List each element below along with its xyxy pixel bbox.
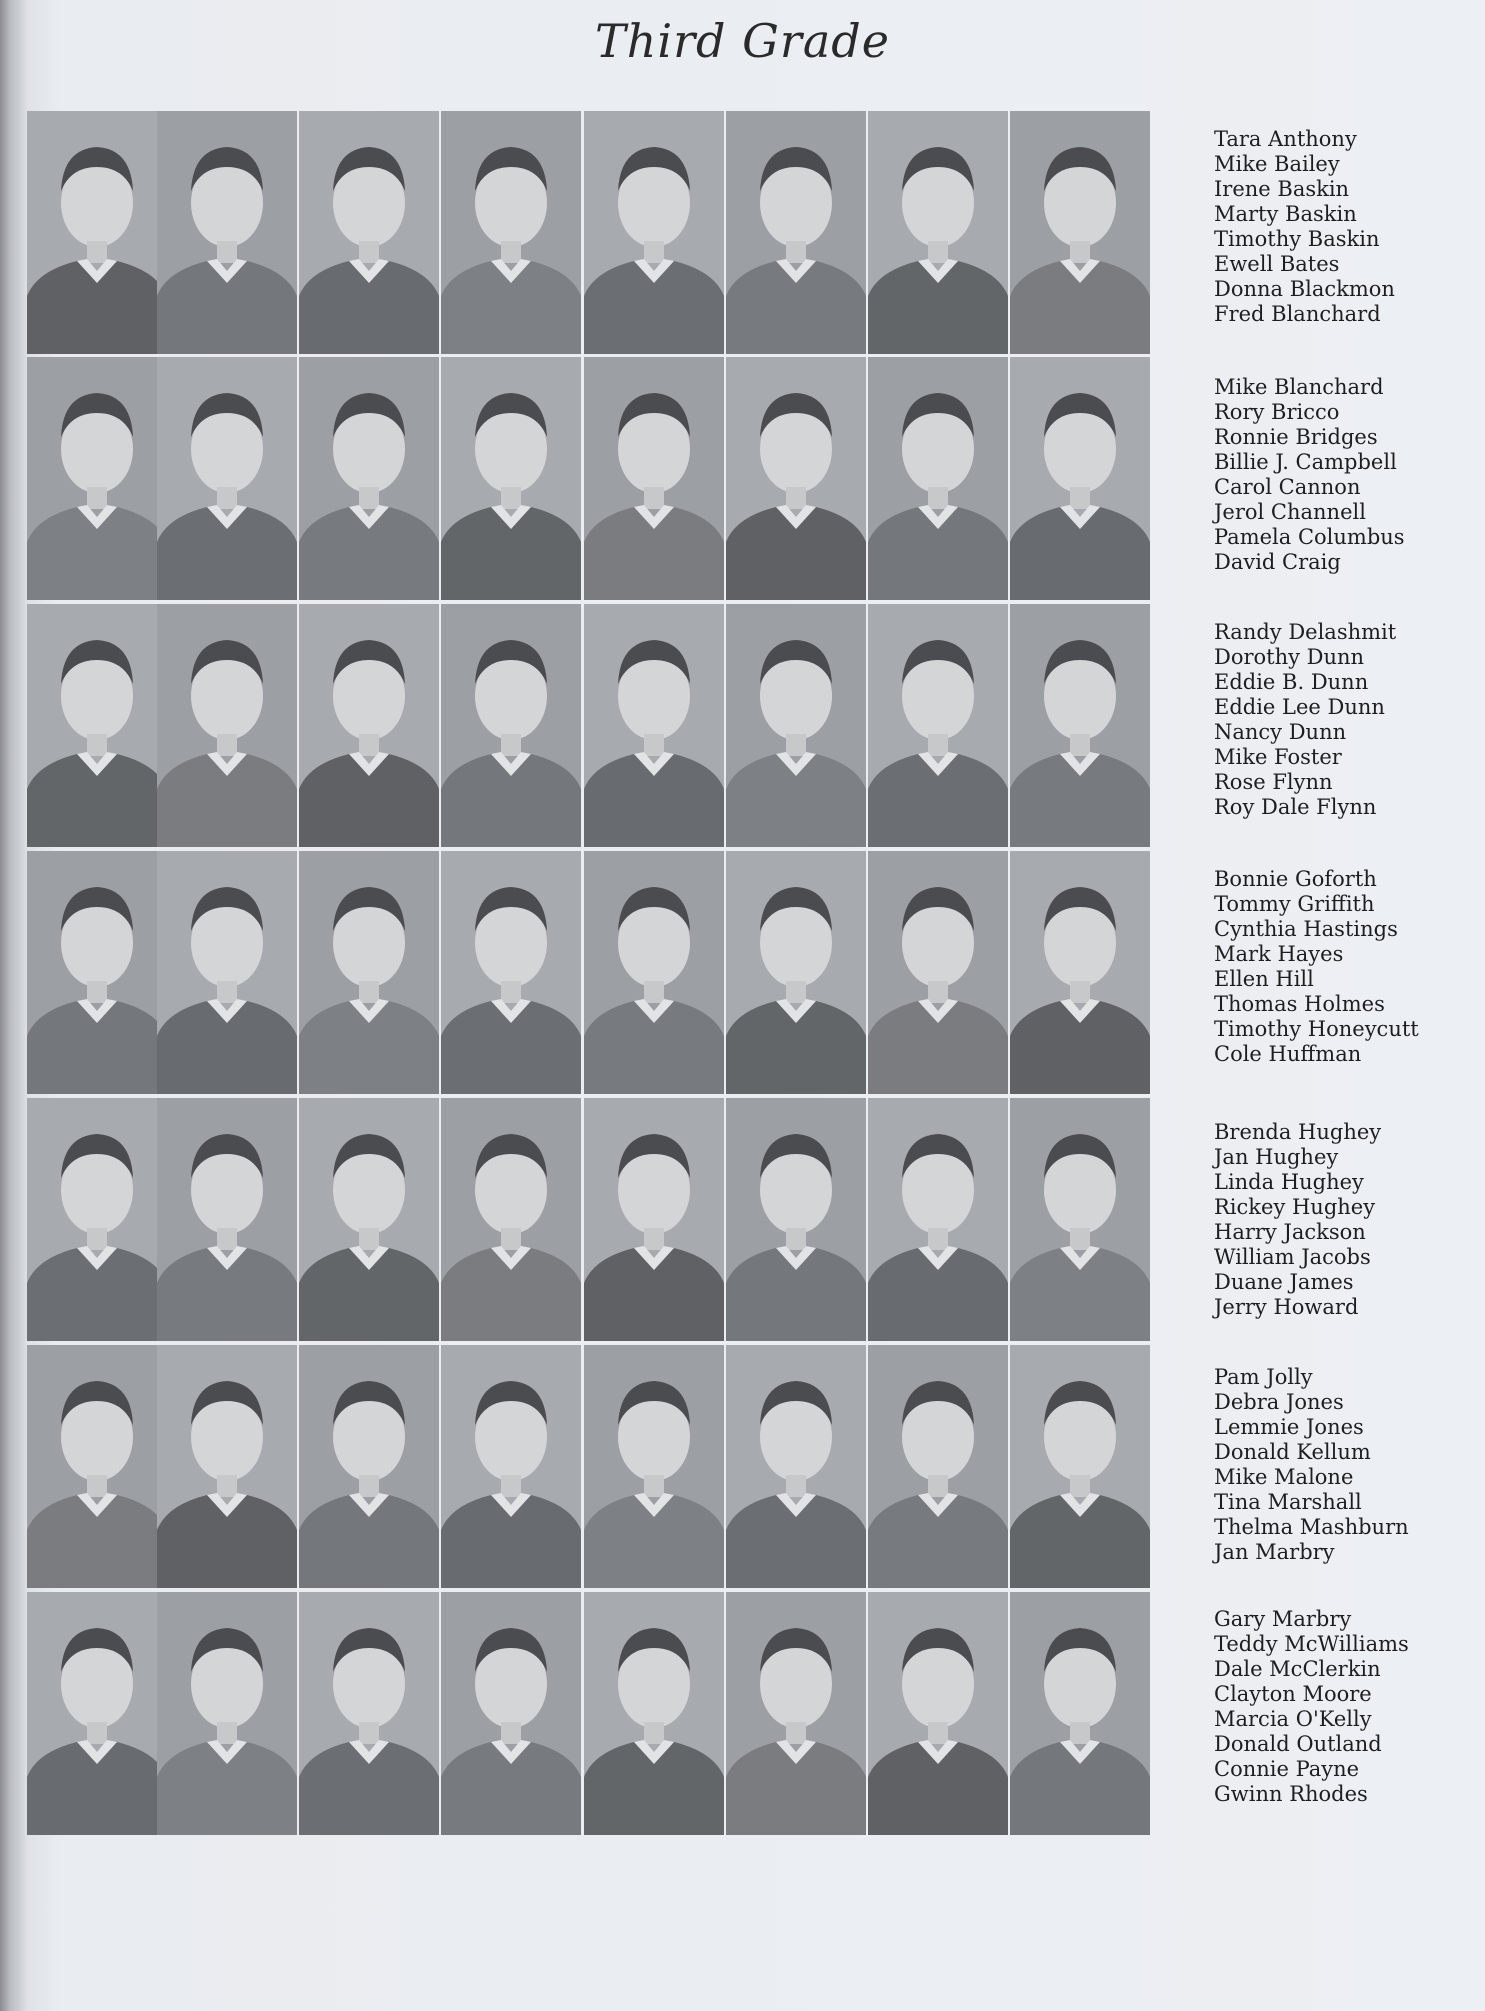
photo-row (27, 1345, 1162, 1588)
student-portrait (868, 1345, 1008, 1588)
student-name: Donald Kellum (1214, 1440, 1371, 1464)
student-name: Carol Cannon (1214, 475, 1361, 499)
student-portrait (868, 1592, 1008, 1835)
student-name: Randy Delashmit (1214, 620, 1397, 644)
student-name: Mark Hayes (1214, 942, 1344, 966)
student-name: Eddie B. Dunn (1214, 670, 1369, 694)
student-portrait (27, 1098, 167, 1341)
student-name: Duane James (1214, 1270, 1354, 1294)
student-name: Nancy Dunn (1214, 720, 1347, 744)
student-name: Gwinn Rhodes (1214, 1782, 1368, 1806)
student-portrait (441, 1592, 581, 1835)
student-portrait (157, 1592, 297, 1835)
student-portrait (27, 851, 167, 1094)
student-name: Connie Payne (1214, 1757, 1360, 1781)
student-name: Ewell Bates (1214, 252, 1340, 276)
student-name: Cynthia Hastings (1214, 917, 1398, 941)
student-name: Cole Huffman (1214, 1042, 1362, 1066)
student-portrait (726, 851, 866, 1094)
name-list (1214, 127, 1474, 327)
student-name: Debra Jones (1214, 1390, 1344, 1414)
student-portrait (584, 111, 724, 354)
student-name: Harry Jackson (1214, 1220, 1366, 1244)
student-portrait (1010, 851, 1150, 1094)
student-name: Dorothy Dunn (1214, 645, 1365, 669)
student-portrait (157, 851, 297, 1094)
student-portrait (299, 357, 439, 600)
student-portrait (1010, 1592, 1150, 1835)
student-name: Ronnie Bridges (1214, 425, 1378, 449)
student-portrait (868, 604, 1008, 847)
student-portrait (27, 111, 167, 354)
student-name: Pam Jolly (1214, 1365, 1313, 1389)
student-name: Lemmie Jones (1214, 1415, 1364, 1439)
student-name: Bonnie Goforth (1214, 867, 1377, 891)
student-name: Rose Flynn (1214, 770, 1333, 794)
student-name: Timothy Baskin (1214, 227, 1380, 251)
student-portrait (726, 357, 866, 600)
student-name: Tommy Griffith (1214, 892, 1375, 916)
photo-row (27, 851, 1162, 1094)
student-portrait (299, 1345, 439, 1588)
student-name: William Jacobs (1214, 1245, 1371, 1269)
student-name: Mike Blanchard (1214, 375, 1384, 399)
student-name: Jan Marbry (1214, 1540, 1335, 1564)
student-name: Mike Foster (1214, 745, 1342, 769)
student-portrait (726, 1345, 866, 1588)
student-name: Pamela Columbus (1214, 525, 1405, 549)
student-portrait (157, 357, 297, 600)
student-name: Dale McClerkin (1214, 1657, 1381, 1681)
student-portrait (584, 604, 724, 847)
student-name: Rory Bricco (1214, 400, 1340, 424)
student-name: Linda Hughey (1214, 1170, 1364, 1194)
name-list (1214, 1120, 1474, 1320)
student-name: Mike Malone (1214, 1465, 1354, 1489)
student-name: Ellen Hill (1214, 967, 1314, 991)
student-portrait (441, 604, 581, 847)
student-portrait (441, 1098, 581, 1341)
photo-row (27, 604, 1162, 847)
student-name: Mike Bailey (1214, 152, 1340, 176)
student-portrait (157, 1098, 297, 1341)
student-portrait (584, 851, 724, 1094)
student-portrait (868, 1098, 1008, 1341)
photo-row (27, 357, 1162, 600)
student-portrait (441, 111, 581, 354)
student-name: Donna Blackmon (1214, 277, 1395, 301)
student-name: Jerry Howard (1214, 1295, 1359, 1319)
student-name: Rickey Hughey (1214, 1195, 1376, 1219)
page-title: Third Grade (595, 14, 890, 68)
student-portrait (1010, 604, 1150, 847)
student-name: Clayton Moore (1214, 1682, 1372, 1706)
student-portrait (584, 357, 724, 600)
student-portrait (27, 1592, 167, 1835)
student-name: Tara Anthony (1214, 127, 1357, 151)
student-name: Tina Marshall (1214, 1490, 1362, 1514)
student-portrait (441, 1345, 581, 1588)
name-list (1214, 1607, 1474, 1807)
student-name: Jerol Channell (1214, 500, 1366, 524)
student-portrait (157, 1345, 297, 1588)
student-portrait (157, 111, 297, 354)
student-portrait (299, 604, 439, 847)
student-portrait (868, 357, 1008, 600)
student-name: Gary Marbry (1214, 1607, 1352, 1631)
student-portrait (726, 1592, 866, 1835)
student-portrait (441, 357, 581, 600)
student-name: Timothy Honeycutt (1214, 1017, 1419, 1041)
student-name: Thomas Holmes (1214, 992, 1385, 1016)
student-portrait (299, 1592, 439, 1835)
student-name: Fred Blanchard (1214, 302, 1381, 326)
student-portrait (157, 604, 297, 847)
student-portrait (584, 1592, 724, 1835)
student-portrait (299, 1098, 439, 1341)
student-portrait (584, 1098, 724, 1341)
student-name: Eddie Lee Dunn (1214, 695, 1385, 719)
student-portrait (868, 111, 1008, 354)
name-list (1214, 867, 1474, 1067)
student-portrait (726, 111, 866, 354)
student-name: Donald Outland (1214, 1732, 1382, 1756)
student-portrait (1010, 1098, 1150, 1341)
student-portrait (299, 851, 439, 1094)
student-portrait (1010, 357, 1150, 600)
photo-row (27, 1098, 1162, 1341)
photo-row (27, 111, 1162, 354)
student-name: Billie J. Campbell (1214, 450, 1397, 474)
student-name: Roy Dale Flynn (1214, 795, 1377, 819)
student-name: Thelma Mashburn (1214, 1515, 1409, 1539)
name-list (1214, 620, 1474, 820)
name-list (1214, 1365, 1474, 1565)
student-portrait (868, 851, 1008, 1094)
student-portrait (1010, 1345, 1150, 1588)
student-name: Marcia O'Kelly (1214, 1707, 1372, 1731)
student-portrait (27, 357, 167, 600)
student-portrait (1010, 111, 1150, 354)
name-list (1214, 375, 1474, 575)
student-portrait (726, 1098, 866, 1341)
student-name: Irene Baskin (1214, 177, 1350, 201)
photo-row (27, 1592, 1162, 1835)
student-portrait (27, 604, 167, 847)
student-portrait (299, 111, 439, 354)
student-portrait (441, 851, 581, 1094)
student-portrait (584, 1345, 724, 1588)
student-name: Brenda Hughey (1214, 1120, 1382, 1144)
student-name: David Craig (1214, 550, 1341, 574)
student-name: Marty Baskin (1214, 202, 1357, 226)
student-name: Jan Hughey (1214, 1145, 1339, 1169)
student-portrait (726, 604, 866, 847)
student-portrait (27, 1345, 167, 1588)
student-name: Teddy McWilliams (1214, 1632, 1409, 1656)
